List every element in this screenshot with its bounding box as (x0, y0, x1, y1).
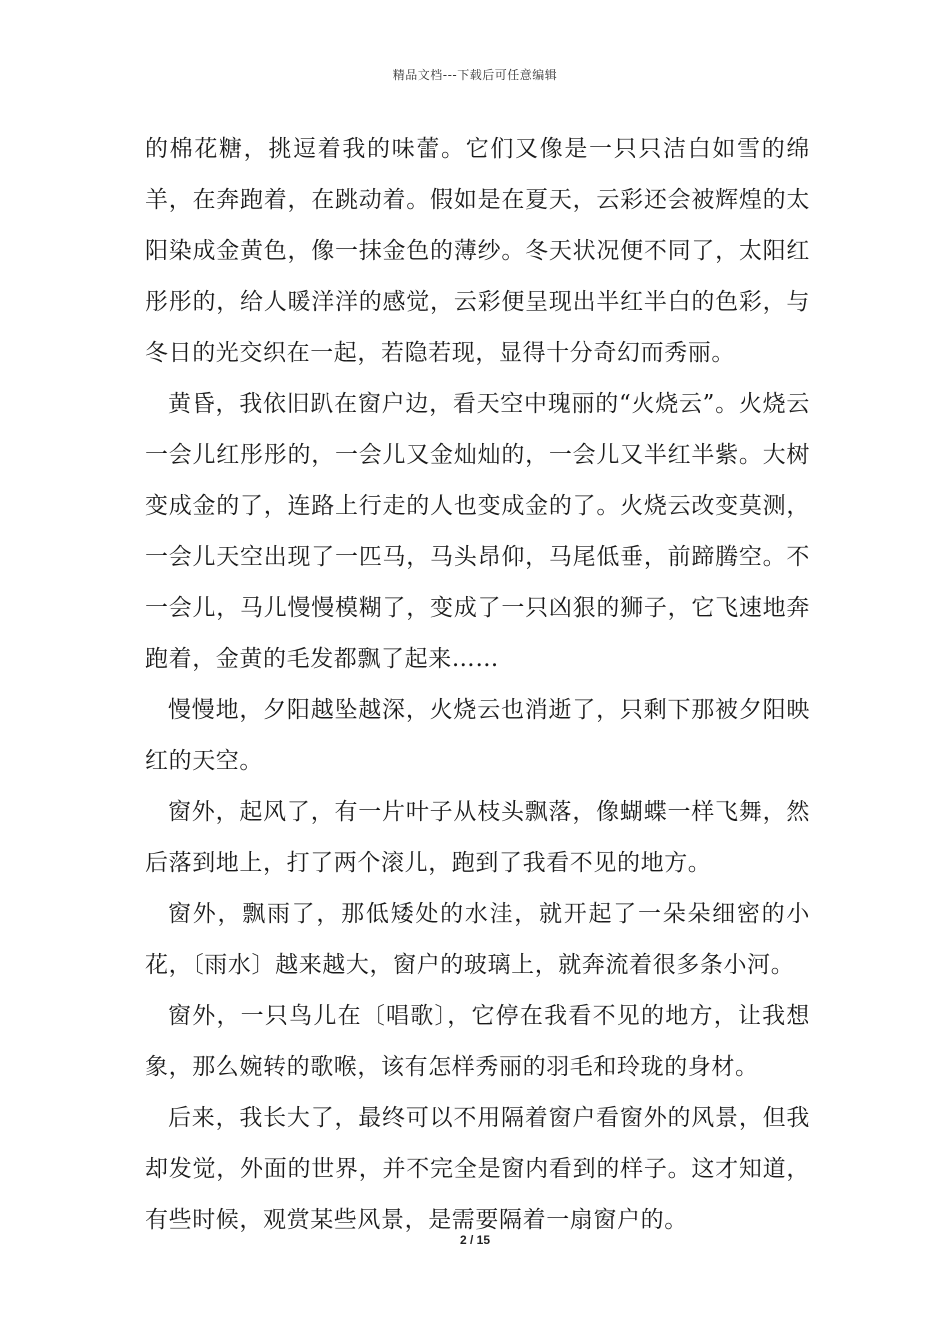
paragraph-1: 的棉花糖，挑逗着我的味蕾。它们又像是一只只洁白如雪的绵羊，在奔跑着，在跳动着。假如是在夏天，云彩还会被辉煌的太阳染成金黄色，像一抹金色的薄纱。冬天状况便不同了，太阳红彤彤的，给人暖洋洋的感觉，云彩便呈现出半红半白的色彩，与冬日的光交织在一起，若隐若现，显得十分奇幻而秀丽。 (145, 136, 810, 366)
document-body (145, 124, 810, 1246)
page-header: 精品文档---下载后可任意编辑 (392, 68, 558, 82)
paragraph-2: 黄昏，我依旧趴在窗户边，看天空中瑰丽的“火烧云”。火烧云一会儿红彤彤的，一会儿又金灿灿的，一会儿又半红半紫。大树变成金的了，连路上行走的人也变成金的了。火烧云改变莫测，一会儿天空出现了一匹马，马头昂仰，马尾低垂，前蹄腾空。不一会儿，马儿慢慢模糊了，变成了一只凶狠的狮子，它飞速地奔跑着，金黄的毛发都飘了起来…… (145, 391, 810, 672)
paragraph-7: 后来，我长大了，最终可以不用隔着窗户看窗外的风景，但我却发觉，外面的世界，并不完全是窗内看到的样子。这才知道，有些时候，观赏某些风景，是需要隔着一扇窗户的。 (145, 1105, 810, 1233)
paragraph-6: 窗外，一只鸟儿在〔唱歌〕，它停在我看不见的地方，让我想象，那么婉转的歌喉，该有怎样秀丽的羽毛和玲珑的身材。 (145, 1003, 810, 1080)
paragraph-5: 窗外，飘雨了，那低矮处的水洼，就开起了一朵朵细密的小花，〔雨水〕越来越大，窗户的玻璃上，就奔流着很多条小河。 (145, 901, 810, 978)
paragraph-3: 慢慢地，夕阳越坠越深，火烧云也消逝了，只剩下那被夕阳映红的天空。 (145, 697, 810, 774)
page-number: 2 / 15 (459, 1233, 491, 1247)
paragraph-4: 窗外，起风了，有一片叶子从枝头飘落，像蝴蝶一样飞舞，然后落到地上，打了两个滚儿，跑到了我看不见的地方。 (145, 799, 810, 876)
